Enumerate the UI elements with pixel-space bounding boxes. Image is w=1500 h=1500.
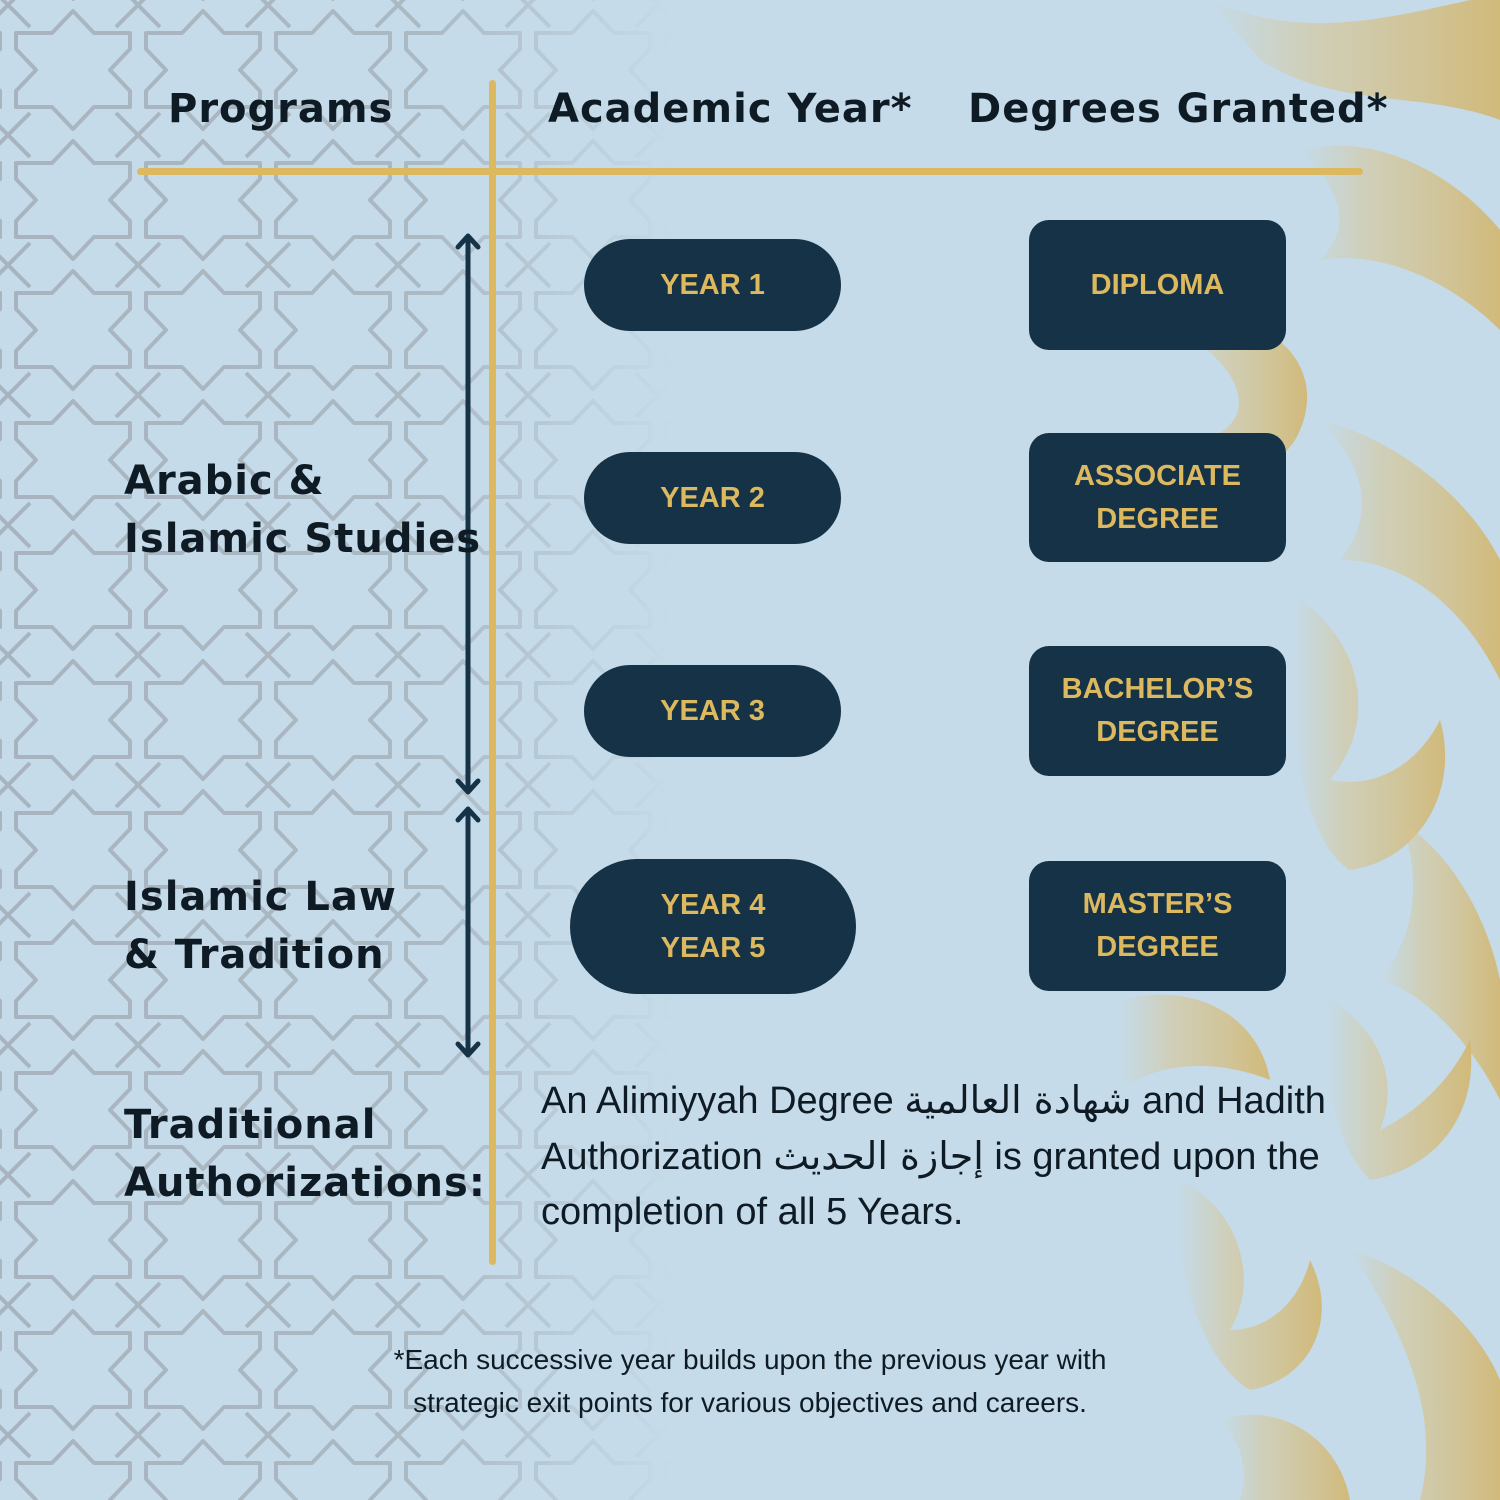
degree-label: ASSOCIATE bbox=[1073, 459, 1242, 492]
degree-label: DIPLOMA bbox=[1090, 268, 1225, 301]
program-islamic-law-tradition bbox=[124, 868, 397, 984]
header-programs: Programs bbox=[168, 86, 394, 132]
auth-text-part: An Alimiyyah Degree bbox=[541, 1080, 905, 1122]
degree-bachelor bbox=[1029, 646, 1286, 776]
degree-master bbox=[1029, 861, 1286, 991]
year-4-5-pill bbox=[570, 859, 856, 994]
program-label-line: Traditional bbox=[124, 1102, 377, 1148]
degree-label: DEGREE bbox=[1096, 502, 1219, 535]
footnote-line: *Each successive year builds upon the previous year with bbox=[393, 1344, 1107, 1375]
year-3-pill bbox=[584, 665, 841, 757]
year-1-pill bbox=[584, 239, 841, 331]
degree-associate bbox=[1029, 433, 1286, 562]
year-label: YEAR 2 bbox=[660, 481, 765, 514]
year-label: YEAR 1 bbox=[660, 268, 765, 301]
program-traditional-authorizations bbox=[124, 1096, 486, 1212]
footnote-line: strategic exit points for various objectives and careers. bbox=[413, 1387, 1087, 1418]
program-label-line: & Tradition bbox=[124, 932, 385, 978]
header-academic-year: Academic Year* bbox=[548, 86, 913, 132]
authorization-description bbox=[541, 1073, 1371, 1240]
program-label-line: Islamic Studies bbox=[124, 516, 482, 562]
program-label-line: Arabic & bbox=[124, 458, 325, 504]
year-label: YEAR 5 bbox=[660, 931, 766, 964]
auth-text-part: is granted upon the completion of all 5 Years. bbox=[541, 1136, 1320, 1233]
footnote bbox=[250, 1338, 1250, 1424]
degree-label: MASTER’S bbox=[1082, 888, 1233, 920]
year-label: YEAR 3 bbox=[660, 694, 765, 727]
degree-label: DEGREE bbox=[1096, 716, 1219, 748]
program-arabic-islamic-studies bbox=[124, 452, 481, 568]
degree-label: DEGREE bbox=[1096, 931, 1219, 963]
degree-label: BACHELOR’S bbox=[1061, 673, 1254, 705]
degree-diploma bbox=[1029, 220, 1286, 350]
auth-arabic-ijazah: إجازة الحديث bbox=[773, 1134, 984, 1178]
program-label-line: Authorizations: bbox=[124, 1160, 486, 1206]
header-degrees-granted: Degrees Granted* bbox=[968, 86, 1389, 132]
program-label-line: Islamic Law bbox=[124, 874, 397, 920]
auth-arabic-alimiyyah: شهادة العالمية bbox=[904, 1078, 1132, 1122]
year-label: YEAR 4 bbox=[660, 888, 766, 921]
auth-text-part: and Hadith Authorization bbox=[541, 1080, 1326, 1178]
year-2-pill bbox=[584, 452, 841, 544]
